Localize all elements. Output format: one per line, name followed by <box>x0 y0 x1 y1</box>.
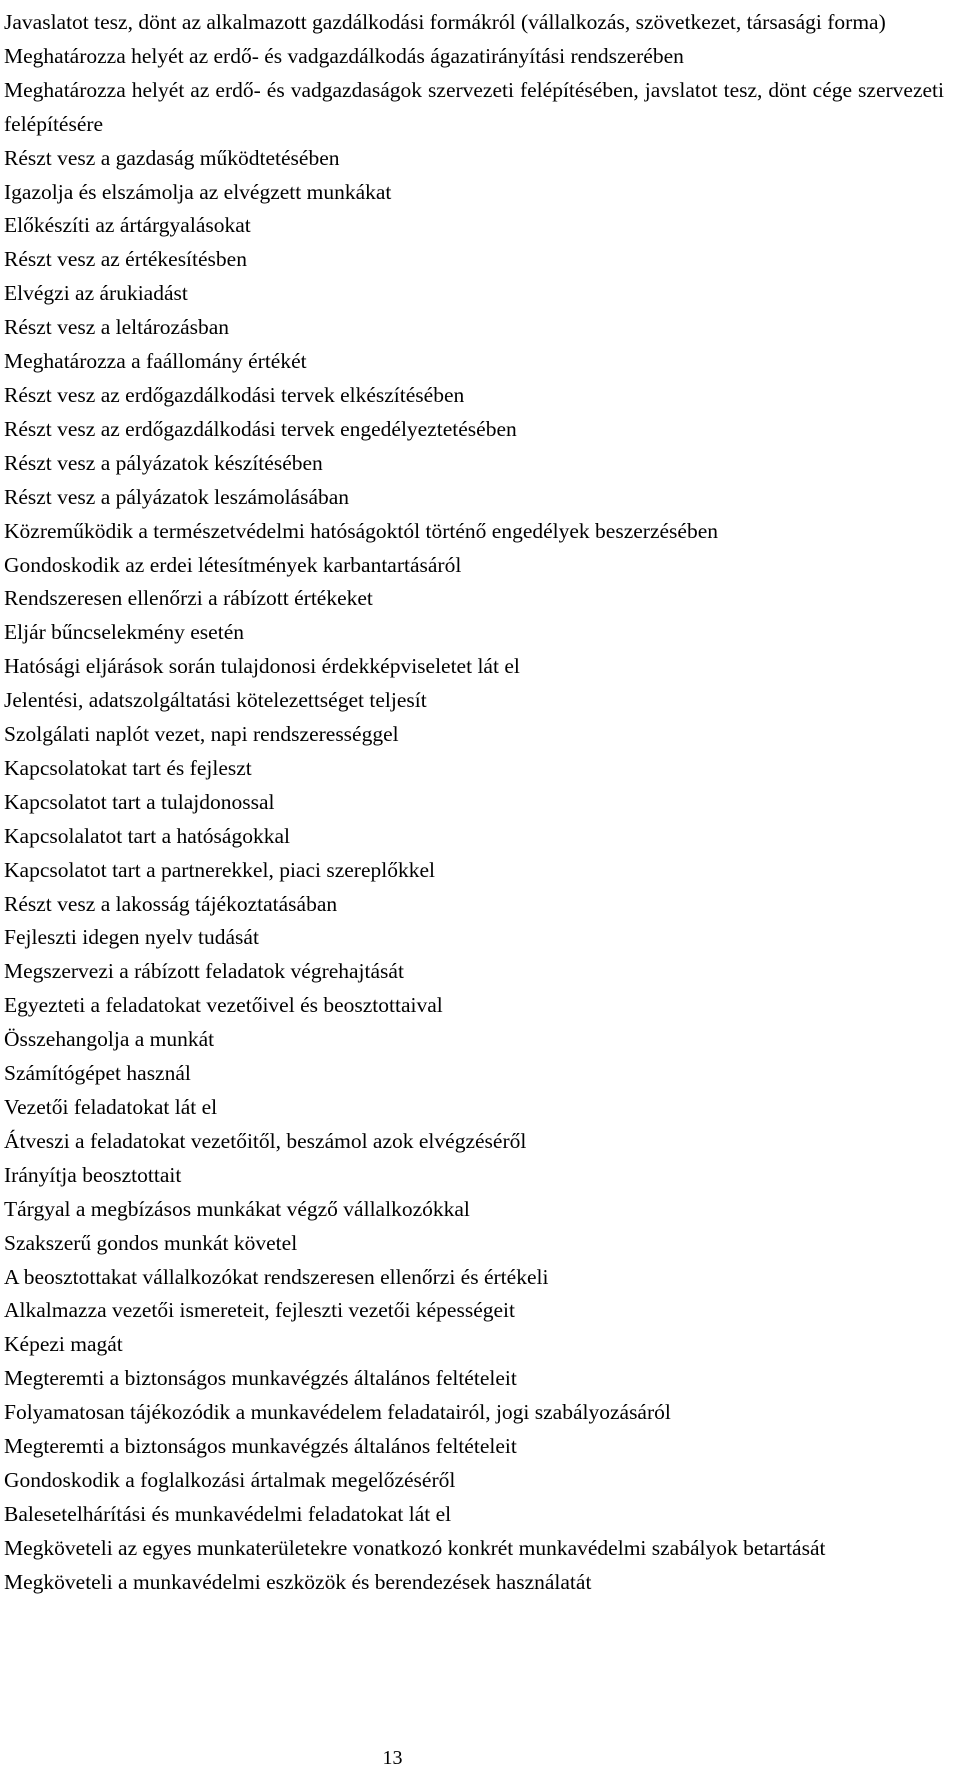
list-item: Alkalmazza vezetői ismereteit, fejleszti vezetői képességeit <box>4 1298 515 1323</box>
list-item: Irányítja beosztottait <box>4 1162 182 1187</box>
list-item: Részt vesz a gazdaság működtetésében <box>4 145 340 170</box>
list-item: Közreműködik a természetvédelmi hatóságoktól történő engedélyek beszerzésében <box>4 518 718 543</box>
list-item: Szolgálati naplót vezet, napi rendszerességgel <box>4 722 399 747</box>
list-item: Kapcsolatot tart a partnerekkel, piaci szereplőkkel <box>4 857 435 882</box>
list-item: Átveszi a feladatokat vezetőitől, beszámol azok elvégzéséről <box>4 1128 527 1153</box>
list-item: Megszervezi a rábízott feladatok végrehajtását <box>4 959 404 984</box>
list-item: Folyamatosan tájékozódik a munkavédelem feladatairól, jogi szabályozásáról <box>4 1400 671 1425</box>
list-item: Meghatározza helyét az erdő- és vadgazdaságok szervezeti felépítésében, javslatot tesz, dönt cége szervezeti felépítésére <box>4 77 944 136</box>
list-item: Rendszeresen ellenőrzi a rábízott értékeket <box>4 586 373 611</box>
list-item: Előkészíti az ártárgyalásokat <box>4 213 251 238</box>
list-item: Szakszerű gondos munkát követel <box>4 1230 298 1255</box>
list-item: Részt vesz a pályázatok leszámolásában <box>4 484 350 509</box>
list-item: Fejleszti idegen nyelv tudását <box>4 925 259 950</box>
list-item: Meghatározza a faállomány értékét <box>4 349 307 374</box>
list-item: Összehangolja a munkát <box>4 1027 215 1052</box>
list-item: Gondoskodik a foglalkozási ártalmak megelőzéséről <box>4 1467 456 1492</box>
list-item: Meghatározza helyét az erdő- és vadgazdálkodás ágazatirányítási rendszerében <box>4 43 684 68</box>
list-item: Megteremti a biztonságos munkavégzés általános feltételeit <box>4 1434 517 1459</box>
list-item: Eljár bűncselekmény esetén <box>4 620 244 645</box>
list-item: Egyezteti a feladatokat vezetőivel és beosztottaival <box>4 993 443 1018</box>
list-item: Kapcsolatokat tart és fejleszt <box>4 755 252 780</box>
list-item: Részt vesz az erdőgazdálkodási tervek elkészítésében <box>4 382 465 407</box>
list-item: Javaslatot tesz, dönt az alkalmazott gazdálkodási formákról (vállalkozás, szövetkezet, társasági forma) <box>4 10 886 34</box>
list-item: Részt vesz a lakosság tájékoztatásában <box>4 891 338 916</box>
list-item: Elvégzi az árukiadást <box>4 281 188 306</box>
list-item: Részt vesz a leltározásban <box>4 315 230 340</box>
list-item: Megköveteli az egyes munkaterületekre vonatkozó konkrét munkavédelmi szabályok betartását <box>4 1535 826 1560</box>
list-item: Részt vesz a pályázatok készítésében <box>4 450 323 475</box>
task-list <box>4 6 954 1600</box>
list-item: Megteremti a biztonságos munkavégzés általános feltételeit <box>4 1366 517 1391</box>
list-item: Részt vesz az értékesítésben <box>4 247 247 272</box>
list-item: Képezi magát <box>4 1332 123 1357</box>
list-item: Megköveteli a munkavédelmi eszközök és berendezések használatát <box>4 1569 592 1594</box>
list-item: Jelentési, adatszolgáltatási kötelezettséget teljesít <box>4 688 427 713</box>
list-item: Számítógépet használ <box>4 1061 191 1086</box>
list-item: Vezetői feladatokat lát el <box>4 1095 218 1119</box>
page-number: 13 <box>382 1747 403 1769</box>
list-item: Hatósági eljárások során tulajdonosi érdekképviseletet lát el <box>4 654 520 679</box>
list-item: Gondoskodik az erdei létesítmények karbantartásáról <box>4 552 462 577</box>
list-item: Balesetelhárítási és munkavédelmi feladatokat lát el <box>4 1501 452 1526</box>
list-item: Igazolja és elszámolja az elvégzett munkákat <box>4 179 392 204</box>
list-item: Kapcsolalatot tart a hatóságokkal <box>4 823 290 848</box>
list-item: A beosztottakat vállalkozókat rendszeresen ellenőrzi és értékeli <box>4 1264 549 1289</box>
list-item: Tárgyal a megbízásos munkákat végző vállalkozókkal <box>4 1196 470 1221</box>
list-item: Kapcsolatot tart a tulajdonossal <box>4 789 275 814</box>
list-item: Részt vesz az erdőgazdálkodási tervek engedélyeztetésében <box>4 416 517 441</box>
